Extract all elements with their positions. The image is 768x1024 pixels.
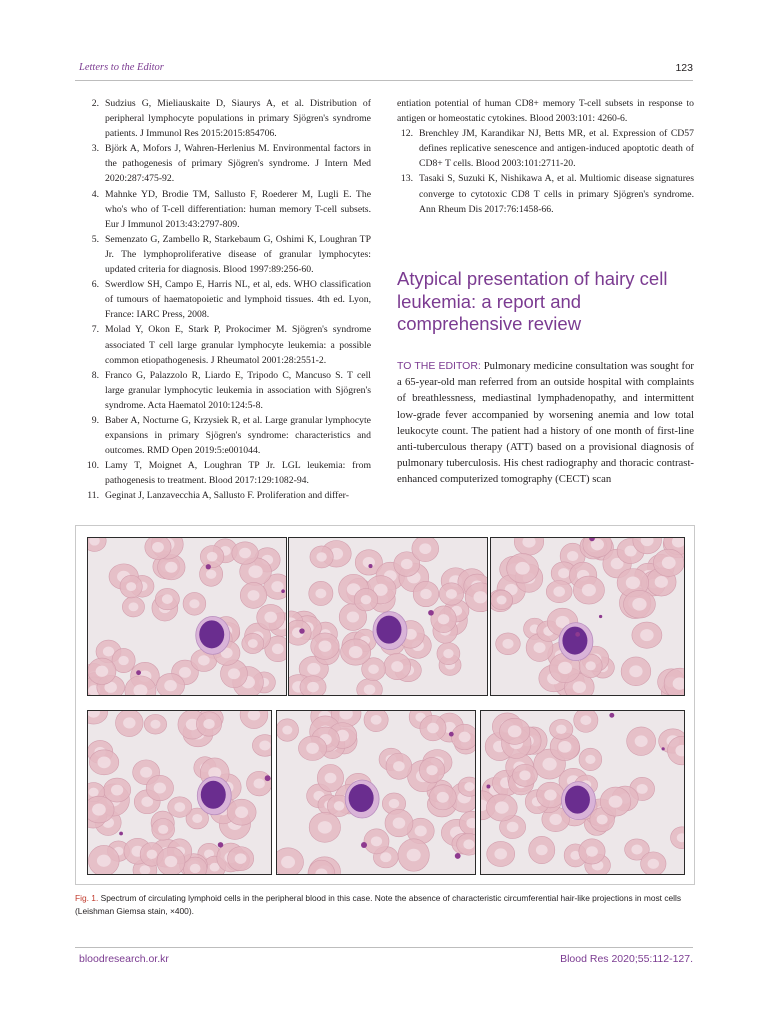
reference-number: 9. [91, 414, 99, 426]
red-blood-cell-center [437, 792, 449, 803]
platelet [218, 842, 224, 848]
red-blood-cell-center [580, 715, 591, 725]
platelet [662, 747, 665, 750]
references-left-column [75, 96, 371, 504]
red-blood-cell-center [126, 582, 136, 591]
platelet [575, 632, 580, 637]
lymphocyte-nucleus [562, 627, 587, 655]
red-blood-cell-center [640, 629, 654, 641]
red-blood-cell-center [420, 589, 432, 599]
red-blood-cell-center [632, 598, 646, 611]
red-blood-cell-center [438, 614, 449, 624]
red-blood-cell-center [585, 661, 595, 670]
reference-number: 12. [400, 128, 413, 140]
red-blood-cell-center [495, 801, 509, 813]
reference-number: 7. [91, 324, 99, 336]
red-blood-cell-center [368, 664, 379, 674]
reference-list-continued [397, 96, 694, 217]
platelet [455, 853, 461, 859]
figure-caption [75, 892, 695, 917]
micrograph-4-image [88, 711, 271, 874]
platelet [119, 832, 123, 836]
red-blood-cell-center [426, 765, 437, 775]
red-blood-cell-center [165, 856, 178, 867]
red-blood-cell-center [123, 717, 135, 728]
reference-text: Swerdlow SH, Campo E, Harris NL, et al, eds. WHO classification of tumours of haematopoietic and lymphoid tissues. 4th ed. Lyon, France: IARC Press, 2008. [105, 279, 371, 321]
reference-number: 6. [91, 279, 99, 291]
red-blood-cell-center [164, 680, 177, 691]
micrograph-2-image [289, 538, 487, 695]
platelet [368, 564, 372, 568]
red-blood-cell-center [282, 726, 292, 735]
reference-item [397, 171, 694, 216]
reference-list [75, 96, 371, 504]
red-blood-cell-center [128, 602, 138, 611]
red-blood-cell-center [334, 801, 345, 810]
reference-number: 13. [400, 173, 413, 185]
lymphocyte-nucleus [565, 786, 590, 814]
red-blood-cell-center [307, 663, 320, 675]
red-blood-cell-center [228, 668, 240, 679]
red-blood-cell-center [315, 589, 326, 599]
figure-caption-text: Spectrum of circulating lymphoid cells in the peripheral blood in this case. Note the absence of characteristic circumferential hair-like projections in most cells (Leishman Giemsa stain, ×400). [75, 893, 682, 916]
red-blood-cell-center [140, 767, 152, 778]
red-blood-cell-center [494, 848, 507, 859]
micrograph-1 [87, 537, 287, 696]
reference-item [397, 126, 694, 171]
red-blood-cell-center [637, 784, 648, 794]
reference-text: Molad Y, Okon E, Stark P, Prokocimer M. Sjögren's syndrome associated T cell large granular lymphocyte leukemia: a possible common etiopathogenesis. J Rheumatol 2001:28:2551-2. [105, 324, 371, 366]
red-blood-cell-center [239, 548, 251, 559]
red-blood-cell-center [192, 814, 202, 823]
reference-item [75, 413, 371, 458]
reference-text: Brenchley JM, Karandikar NJ, Betts MR, et al. Expression of CD57 defines replicative senescence and antigen-induced apoptotic death of CD8+ T cells. Blood 2003:101:2711-20. [419, 128, 694, 170]
red-blood-cell-center [316, 552, 326, 561]
red-blood-cell-center [111, 785, 123, 796]
reference-number: 10. [86, 460, 99, 472]
red-blood-cell-center [248, 639, 258, 648]
micrograph-5 [276, 710, 476, 875]
red-blood-cell-center [662, 557, 676, 569]
platelet [599, 615, 602, 618]
platelet [361, 842, 367, 848]
footer-citation: Blood Res 2020;55:112-127. [560, 953, 693, 965]
platelet [609, 713, 614, 718]
red-blood-cell-center [567, 551, 578, 561]
lymphocyte-nucleus [376, 616, 401, 644]
micrograph-6-image [481, 711, 684, 874]
reference-number: 3. [91, 143, 99, 155]
red-blood-cell-center [519, 770, 530, 780]
red-blood-cell-center [259, 740, 270, 750]
red-blood-cell-center [553, 586, 565, 596]
platelet [136, 670, 141, 675]
red-blood-cell-center [391, 661, 403, 672]
red-blood-cell-center [401, 559, 413, 569]
micrograph-3 [490, 537, 685, 696]
red-blood-cell-center [655, 576, 668, 588]
reference-text: Geginat J, Lanzavecchia A, Sallusto F. Proliferation and differ- [105, 490, 349, 502]
page-number: 123 [675, 62, 693, 74]
red-blood-cell-center [407, 849, 421, 862]
red-blood-cell-center [474, 591, 487, 603]
running-header-section: Letters to the Editor [79, 62, 164, 73]
reference-item [75, 322, 371, 367]
reference-text: Baber A, Nocturne G, Krzysiek R, et al. Large granular lymphocyte expansions in primary Sjögren's syndrome: characteristics and outcomes. RMD Open 2019:5:e001044. [105, 414, 371, 457]
red-blood-cell-center [118, 656, 128, 665]
red-blood-cell-center [154, 783, 166, 794]
footer-website: bloodresearch.or.kr [79, 953, 169, 965]
red-blood-cell-center [558, 662, 572, 674]
red-blood-cell-center [253, 779, 264, 789]
platelet [299, 628, 304, 633]
red-blood-cell-center [446, 589, 457, 599]
red-blood-cell-center [648, 859, 659, 869]
red-blood-cell-center [97, 756, 110, 768]
red-blood-cell-center [147, 850, 158, 859]
lymphocyte-nucleus [349, 784, 374, 812]
reference-number: 8. [91, 369, 99, 381]
red-blood-cell-center [507, 822, 519, 832]
red-blood-cell-center [371, 715, 382, 725]
platelet [265, 775, 271, 781]
footer-rule [75, 947, 693, 948]
reference-item [75, 458, 371, 488]
red-blood-cell-center [248, 590, 260, 601]
reference-text: Tasaki S, Suzuki K, Nishikawa A, et al. Multiomic disease signatures converge to cytotoxic CD8 T cells in primary Sjögren's syndrome. Ann Rheum Dis 2017:76:1458-66. [419, 173, 694, 215]
red-blood-cell-center [152, 542, 164, 553]
red-blood-cell-center [207, 552, 218, 561]
red-blood-cell-center [235, 806, 248, 818]
lymphocyte-nucleus [199, 620, 224, 648]
reference-item [75, 488, 371, 503]
red-blood-cell-center [393, 761, 405, 771]
red-blood-cell-center [88, 788, 98, 797]
red-blood-cell-center [203, 719, 214, 729]
red-blood-cell-center [393, 818, 406, 829]
red-blood-cell-center [558, 741, 571, 753]
red-blood-cell-center [307, 682, 319, 692]
red-blood-cell-center [198, 655, 210, 665]
header-rule [75, 80, 693, 81]
red-blood-cell-center [361, 595, 372, 604]
red-blood-cell-center [174, 802, 185, 812]
red-blood-cell-center [349, 646, 363, 658]
red-blood-cell-center [150, 720, 160, 729]
reference-item [75, 187, 371, 232]
red-blood-cell-center [502, 639, 513, 649]
reference-number: 4. [91, 188, 99, 200]
reference-text: Mahnke YD, Brodie TM, Sallusto F, Roederer M, Lugli E. The who's who of T-cell differentiation: human memory T-cell subsets. Eur J Immunol 2013:43:2797-809. [105, 188, 371, 230]
red-blood-cell-center [536, 845, 548, 855]
red-blood-cell-center [459, 732, 471, 743]
red-blood-cell-center [162, 594, 173, 604]
red-blood-cell-center [542, 758, 556, 771]
red-blood-cell-center [533, 642, 545, 653]
red-blood-cell-center [235, 853, 247, 863]
red-blood-cell-center [629, 665, 642, 677]
red-blood-cell-center [248, 565, 262, 578]
red-blood-cell-center [264, 612, 277, 623]
red-blood-cell-center [380, 852, 391, 862]
red-blood-cell-center [443, 649, 453, 658]
red-blood-cell-center [631, 845, 642, 855]
red-blood-cell-center [609, 795, 623, 807]
red-blood-cell-center [364, 684, 376, 694]
red-blood-cell-center [497, 596, 507, 605]
lymphocyte-nucleus [201, 781, 226, 809]
red-blood-cell-center [515, 562, 529, 575]
red-blood-cell-center [190, 864, 201, 873]
article-body [397, 358, 694, 488]
red-blood-cell-center [585, 755, 595, 764]
red-blood-cell-center [97, 855, 111, 867]
platelet [486, 785, 490, 789]
platelet [281, 589, 285, 593]
red-blood-cell-center [635, 735, 648, 747]
red-blood-cell-center [158, 825, 168, 834]
figure-panel [75, 525, 695, 885]
red-blood-cell-center [206, 570, 216, 579]
reference-item [75, 277, 371, 322]
references-right-column [397, 96, 694, 217]
figure-label: Fig. 1. [75, 893, 99, 903]
reference-text: Lamy T, Moignet A, Loughran TP Jr. LGL leukemia: from pathogenesis to treatment. Blood 2017:129:1082-94. [105, 460, 371, 487]
red-blood-cell-center [389, 799, 400, 808]
micrograph-3-image [491, 538, 684, 695]
micrograph-4 [87, 710, 272, 875]
platelet [428, 610, 434, 616]
article-title: Atypical presentation of hairy cell leukemia: a report and comprehensive review [397, 268, 668, 334]
reference-item [75, 368, 371, 413]
red-blood-cell-center [582, 584, 596, 596]
red-blood-cell-center [281, 856, 295, 868]
reference-text: Franco G, Palazzolo R, Liardo E, Tripodo C, Mancuso S. T cell large granular lymphocytic leukemia in association with Sjögren's syndrome. Acta Haematol 2010:124:5-8. [105, 369, 371, 411]
red-blood-cell-center [272, 644, 284, 654]
reference-item [397, 96, 694, 126]
red-blood-cell-center [558, 568, 569, 578]
red-blood-cell-center [549, 814, 561, 825]
red-blood-cell-center [464, 782, 474, 791]
micrograph-2 [288, 537, 488, 696]
red-blood-cell-center [92, 804, 106, 816]
red-blood-cell-center [586, 846, 598, 857]
red-blood-cell-center [626, 576, 640, 589]
to-the-editor-lead: TO THE EDITOR: [397, 360, 481, 372]
platelet [449, 732, 454, 737]
reference-number: 5. [91, 233, 99, 245]
red-blood-cell-center [325, 773, 337, 784]
micrograph-1-image [88, 538, 286, 695]
red-blood-cell-center [415, 826, 427, 837]
red-blood-cell-center [165, 562, 177, 573]
platelet [206, 564, 211, 569]
reference-text: Sudzius G, Mieliauskaite D, Siaurys A, et al. Distribution of peripheral lymphocyte populations in primary Sjögren's syndrome patients. J Immunol Res 2015:2015:854706. [105, 98, 371, 140]
red-blood-cell-center [347, 611, 359, 622]
red-blood-cell-center [573, 681, 586, 693]
red-blood-cell-center [96, 666, 109, 677]
red-blood-cell-center [419, 543, 431, 554]
red-blood-cell-center [318, 821, 332, 834]
reference-item [75, 232, 371, 277]
red-blood-cell-center [179, 667, 191, 678]
reference-number: 2. [91, 98, 99, 109]
red-blood-cell-center [319, 640, 332, 651]
red-blood-cell-center [463, 839, 474, 849]
red-blood-cell-center [544, 789, 556, 800]
red-blood-cell-center [371, 836, 382, 846]
red-blood-cell-center [103, 646, 114, 656]
reference-number: 11. [87, 490, 99, 502]
reference-text: entiation potential of human CD8+ memory T-cell subsets in response to antigen or homeostatic cytokines. Blood 2003:101: 4260-6. [397, 98, 694, 125]
article-body-text: Pulmonary medicine consultation was sought for a 65-year-old man referred from an outside hospital with complaints of breathlessness, mediastinal lymphadenopathy, and intermittent low-grade fever accompanied by worsening anemia and low total leukocyte count. The patient had a history of one month of first-line anti-tuberculous therapy (ATT) based on a provisional diagnosis of pulmonary tuberculosis. His chest radiography and thoracic contrast-enhanced computerized tomography (CECT) scan [397, 360, 694, 486]
red-blood-cell-center [427, 723, 439, 733]
reference-text: Björk A, Mofors J, Wahren-Herlenius M. Environmental factors in the pathogenesis of primary Sjögren's syndrome. J Intern Med 2020:287:475-92. [105, 143, 371, 185]
red-blood-cell-center [597, 815, 608, 825]
micrograph-6 [480, 710, 685, 875]
micrograph-5-image [277, 711, 475, 874]
red-blood-cell-center [556, 725, 566, 734]
reference-text: Semenzato G, Zambello R, Starkebaum G, Oshimi K, Loughran TP Jr. The lymphoproliferative disease of granular lymphocytes: updated criteria for diagnosis. Blood 1997:89:256-60. [105, 233, 371, 276]
red-blood-cell-center [189, 599, 199, 608]
reference-item [75, 141, 371, 186]
red-blood-cell-center [508, 725, 522, 737]
red-blood-cell-center [306, 743, 319, 754]
reference-item [75, 96, 371, 141]
